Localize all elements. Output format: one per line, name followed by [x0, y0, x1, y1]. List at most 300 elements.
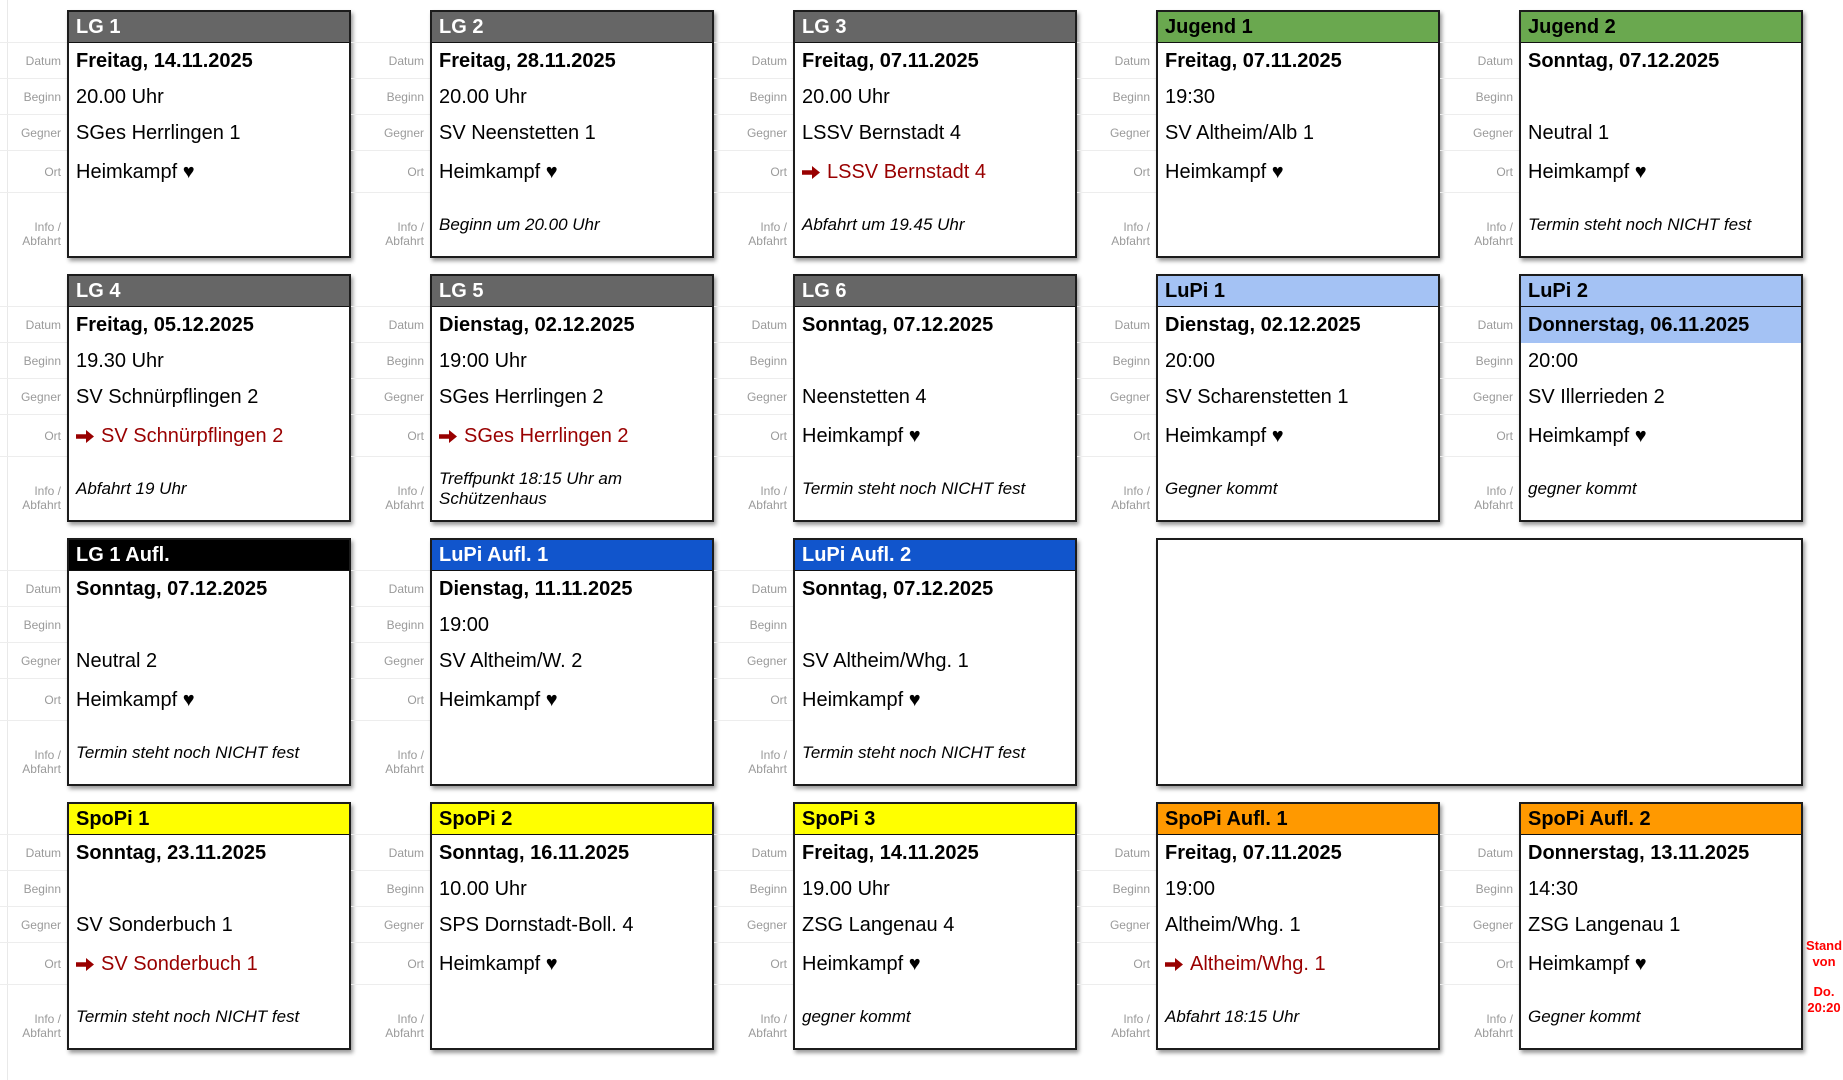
label-spacer — [714, 538, 793, 571]
team-title: LuPi Aufl. 1 — [432, 540, 712, 571]
match-location-text: SV Schnürpflingen 2 — [101, 424, 284, 447]
match-location-text: Heimkampf ♥ — [439, 160, 558, 183]
label-info-line2: Abfahrt — [748, 234, 787, 248]
match-location — [432, 679, 712, 721]
row-label-gutter — [0, 274, 67, 522]
away-arrow-icon — [1165, 958, 1183, 971]
match-card — [67, 10, 351, 258]
label-info-line2: Abfahrt — [385, 498, 424, 512]
label-gegner: Gegner — [1440, 907, 1519, 943]
label-gegner: Gegner — [351, 115, 430, 151]
label-gegner: Gegner — [351, 907, 430, 943]
label-info-abfahrt — [351, 721, 430, 786]
match-start-time: 19.30 Uhr — [76, 349, 164, 372]
label-info-line2: Abfahrt — [22, 498, 61, 512]
label-datum: Datum — [0, 307, 67, 343]
team-title: SpoPi Aufl. 1 — [1158, 804, 1438, 835]
label-info-abfahrt — [0, 985, 67, 1050]
match-date: Freitag, 28.11.2025 — [439, 49, 616, 72]
match-location — [432, 415, 712, 457]
label-gegner: Gegner — [1440, 115, 1519, 151]
match-opponent: SV Sonderbuch 1 — [76, 913, 233, 936]
label-beginn: Beginn — [1440, 343, 1519, 379]
label-ort: Ort — [0, 943, 67, 985]
match-card — [1519, 274, 1803, 522]
label-gegner: Gegner — [351, 643, 430, 679]
match-date: Freitag, 07.11.2025 — [1165, 841, 1342, 864]
label-spacer — [714, 10, 793, 43]
label-spacer — [351, 274, 430, 307]
match-start-time: 20.00 Uhr — [439, 85, 527, 108]
match-location-text: Altheim/Whg. 1 — [1190, 952, 1326, 975]
team-title: SpoPi 1 — [69, 804, 349, 835]
match-location — [795, 151, 1075, 193]
match-location — [1521, 415, 1801, 457]
label-beginn: Beginn — [0, 79, 67, 115]
match-opponent: SV Scharenstetten 1 — [1165, 385, 1349, 408]
row-label-gutter — [0, 802, 67, 1050]
label-beginn: Beginn — [351, 343, 430, 379]
label-info-line1: Info / — [34, 748, 61, 762]
team-title: LuPi Aufl. 2 — [795, 540, 1075, 571]
label-beginn: Beginn — [1077, 871, 1156, 907]
match-opponent: ZSG Langenau 4 — [802, 913, 955, 936]
match-card — [430, 802, 714, 1050]
match-date: Freitag, 14.11.2025 — [76, 49, 253, 72]
row-label-gutter — [1077, 10, 1156, 258]
match-opponent: Neutral 1 — [1528, 121, 1610, 144]
label-info-abfahrt — [0, 457, 67, 522]
label-ort: Ort — [0, 151, 67, 193]
label-info-line2: Abfahrt — [22, 1026, 61, 1040]
match-info: Termin steht noch NICHT fest — [76, 1006, 300, 1026]
row-label-gutter — [1440, 274, 1519, 522]
match-location-text: Heimkampf ♥ — [1528, 952, 1647, 975]
match-location — [69, 415, 349, 457]
match-location — [795, 943, 1075, 985]
match-start-time — [795, 607, 1075, 643]
match-location-text: Heimkampf ♥ — [802, 688, 921, 711]
label-info-abfahrt — [1440, 985, 1519, 1050]
match-card — [1156, 274, 1440, 522]
label-spacer — [0, 10, 67, 43]
match-info: Termin steht noch NICHT fest — [76, 742, 300, 762]
label-beginn: Beginn — [351, 607, 430, 643]
row-label-gutter — [0, 10, 67, 258]
match-location-text: Heimkampf ♥ — [802, 952, 921, 975]
match-start-time — [795, 343, 1075, 379]
row-label-gutter — [351, 274, 430, 522]
label-info-line2: Abfahrt — [385, 234, 424, 248]
label-datum: Datum — [1440, 307, 1519, 343]
match-card — [67, 274, 351, 522]
team-title: SpoPi Aufl. 2 — [1521, 804, 1801, 835]
match-date: Sonntag, 07.12.2025 — [802, 577, 994, 600]
match-start-time: 20:00 — [1165, 349, 1216, 372]
team-title: LG 2 — [432, 12, 712, 43]
match-info — [1158, 193, 1438, 256]
match-location — [69, 943, 349, 985]
team-title: SpoPi 3 — [795, 804, 1075, 835]
team-title: LuPi 1 — [1158, 276, 1438, 307]
label-gegner: Gegner — [714, 115, 793, 151]
label-info-line1: Info / — [1123, 1012, 1150, 1026]
label-ort: Ort — [0, 415, 67, 457]
last-updated-line: 20:20 — [1807, 1000, 1841, 1015]
label-datum: Datum — [1077, 835, 1156, 871]
label-datum: Datum — [351, 835, 430, 871]
team-title: LuPi 2 — [1521, 276, 1801, 307]
label-datum: Datum — [714, 571, 793, 607]
match-card — [67, 802, 351, 1050]
match-info: Termin steht noch NICHT fest — [1528, 214, 1752, 234]
label-beginn: Beginn — [351, 871, 430, 907]
match-location-text: Heimkampf ♥ — [1165, 160, 1284, 183]
label-datum: Datum — [714, 835, 793, 871]
label-info-line1: Info / — [760, 1012, 787, 1026]
row-label-gutter — [714, 538, 793, 786]
label-spacer — [1077, 10, 1156, 43]
label-ort: Ort — [1077, 943, 1156, 985]
team-title: LG 6 — [795, 276, 1075, 307]
match-info: Abfahrt 19 Uhr — [76, 478, 187, 498]
match-opponent: SV Schnürpflingen 2 — [76, 385, 259, 408]
label-datum: Datum — [0, 571, 67, 607]
label-gegner: Gegner — [714, 379, 793, 415]
match-start-time: 20.00 Uhr — [76, 85, 164, 108]
label-datum: Datum — [0, 43, 67, 79]
match-location — [1158, 943, 1438, 985]
label-gegner: Gegner — [351, 379, 430, 415]
empty-schedule-box — [1156, 538, 1803, 786]
match-location — [432, 943, 712, 985]
label-info-line2: Abfahrt — [385, 762, 424, 776]
match-opponent: Neutral 2 — [76, 649, 158, 672]
match-card — [1156, 802, 1440, 1050]
label-gegner: Gegner — [1077, 379, 1156, 415]
match-card — [1519, 10, 1803, 258]
row-label-gutter — [714, 274, 793, 522]
label-info-line2: Abfahrt — [385, 1026, 424, 1040]
label-datum: Datum — [1440, 835, 1519, 871]
match-location-text: Heimkampf ♥ — [439, 688, 558, 711]
label-info-abfahrt — [351, 457, 430, 522]
label-datum: Datum — [351, 307, 430, 343]
match-opponent: LSSV Bernstadt 4 — [802, 121, 961, 144]
match-start-time: 19:30 — [1165, 85, 1216, 108]
row-label-gutter — [714, 10, 793, 258]
label-info-line1: Info / — [397, 1012, 424, 1026]
match-date: Sonntag, 16.11.2025 — [439, 841, 630, 864]
label-info-abfahrt — [714, 457, 793, 522]
label-gegner: Gegner — [1077, 907, 1156, 943]
match-location-text: Heimkampf ♥ — [1528, 424, 1647, 447]
match-card — [430, 10, 714, 258]
match-date: Donnerstag, 13.11.2025 — [1528, 841, 1750, 864]
match-info: Beginn um 20.00 Uhr — [439, 214, 600, 234]
label-datum: Datum — [1077, 43, 1156, 79]
match-date: Freitag, 14.11.2025 — [802, 841, 979, 864]
label-gegner: Gegner — [0, 115, 67, 151]
team-title: Jugend 1 — [1158, 12, 1438, 43]
label-ort: Ort — [351, 151, 430, 193]
row-label-gutter — [714, 802, 793, 1050]
match-date: Sonntag, 23.11.2025 — [76, 841, 267, 864]
label-info-line1: Info / — [1123, 484, 1150, 498]
label-spacer — [351, 538, 430, 571]
team-title: LG 5 — [432, 276, 712, 307]
label-beginn: Beginn — [1440, 871, 1519, 907]
label-spacer — [714, 802, 793, 835]
label-ort: Ort — [714, 151, 793, 193]
match-location — [1158, 151, 1438, 193]
match-info: Abfahrt 18:15 Uhr — [1165, 1006, 1300, 1026]
label-info-abfahrt — [714, 985, 793, 1050]
away-arrow-icon — [802, 166, 820, 179]
label-datum: Datum — [351, 571, 430, 607]
last-updated-line: Stand — [1805, 938, 1843, 953]
match-location — [795, 679, 1075, 721]
label-ort: Ort — [351, 679, 430, 721]
match-date: Freitag, 05.12.2025 — [76, 313, 254, 336]
row-label-gutter — [351, 802, 430, 1050]
label-datum: Datum — [1440, 43, 1519, 79]
match-date: Freitag, 07.11.2025 — [802, 49, 979, 72]
row-label-gutter — [0, 538, 67, 786]
match-card — [793, 802, 1077, 1050]
match-opponent: SV Altheim/Whg. 1 — [802, 649, 969, 672]
match-date: Sonntag, 07.12.2025 — [76, 577, 268, 600]
label-info-line1: Info / — [1123, 220, 1150, 234]
match-card — [793, 538, 1077, 786]
match-date: Sonntag, 07.12.2025 — [802, 313, 994, 336]
match-location — [795, 415, 1075, 457]
label-info-line2: Abfahrt — [22, 762, 61, 776]
match-start-time: 19:00 Uhr — [439, 349, 527, 372]
match-opponent: SV Illerrieden 2 — [1528, 385, 1665, 408]
label-ort: Ort — [0, 679, 67, 721]
label-ort: Ort — [1440, 151, 1519, 193]
label-info-line1: Info / — [34, 1012, 61, 1026]
match-date: Dienstag, 02.12.2025 — [1165, 313, 1361, 336]
match-date: Dienstag, 02.12.2025 — [439, 313, 635, 336]
label-spacer — [351, 10, 430, 43]
label-info-abfahrt — [0, 721, 67, 786]
label-info-abfahrt — [1077, 457, 1156, 522]
label-spacer — [0, 274, 67, 307]
row-label-gutter — [1077, 274, 1156, 522]
match-location — [69, 151, 349, 193]
match-start-time: 10.00 Uhr — [439, 877, 527, 900]
label-gegner: Gegner — [0, 379, 67, 415]
team-title: LG 1 Aufl. — [69, 540, 349, 571]
label-info-line1: Info / — [760, 484, 787, 498]
match-info — [69, 193, 349, 256]
label-ort: Ort — [351, 943, 430, 985]
match-start-time: 20:00 — [1528, 349, 1579, 372]
label-info-abfahrt — [351, 193, 430, 258]
match-card — [793, 10, 1077, 258]
label-datum: Datum — [351, 43, 430, 79]
label-ort: Ort — [351, 415, 430, 457]
label-ort: Ort — [1077, 415, 1156, 457]
label-info-abfahrt — [1440, 457, 1519, 522]
team-title: Jugend 2 — [1521, 12, 1801, 43]
label-ort: Ort — [714, 943, 793, 985]
label-spacer — [1077, 802, 1156, 835]
match-start-time: 19.00 Uhr — [802, 877, 890, 900]
label-ort: Ort — [1077, 151, 1156, 193]
match-date: Donnerstag, 06.11.2025 — [1521, 307, 1801, 343]
label-info-line2: Abfahrt — [22, 234, 61, 248]
label-info-line2: Abfahrt — [1474, 1026, 1513, 1040]
label-spacer — [1440, 802, 1519, 835]
label-gegner: Gegner — [0, 643, 67, 679]
match-location — [1521, 943, 1801, 985]
label-info-line2: Abfahrt — [1474, 234, 1513, 248]
label-gegner: Gegner — [1077, 115, 1156, 151]
label-ort: Ort — [714, 415, 793, 457]
match-location — [432, 151, 712, 193]
label-info-line2: Abfahrt — [1474, 498, 1513, 512]
label-beginn: Beginn — [1077, 79, 1156, 115]
label-spacer — [1077, 274, 1156, 307]
label-spacer — [0, 538, 67, 571]
label-gegner: Gegner — [1440, 379, 1519, 415]
match-opponent: SGes Herrlingen 2 — [439, 385, 604, 408]
label-info-line1: Info / — [34, 220, 61, 234]
match-info — [432, 985, 712, 1048]
match-date: Sonntag, 07.12.2025 — [1528, 49, 1720, 72]
match-location-text: Heimkampf ♥ — [439, 952, 558, 975]
label-beginn: Beginn — [714, 343, 793, 379]
match-info: gegner kommt — [1528, 478, 1637, 498]
label-ort: Ort — [1440, 943, 1519, 985]
label-info-abfahrt — [351, 985, 430, 1050]
label-ort: Ort — [1440, 415, 1519, 457]
label-info-line1: Info / — [1486, 1012, 1513, 1026]
match-opponent: SV Altheim/Alb 1 — [1165, 121, 1314, 144]
label-info-line2: Abfahrt — [748, 1026, 787, 1040]
match-start-time: 19:00 — [1165, 877, 1216, 900]
label-datum: Datum — [714, 307, 793, 343]
match-opponent: SV Altheim/W. 2 — [439, 649, 583, 672]
row-label-gutter — [351, 10, 430, 258]
match-date: Dienstag, 11.11.2025 — [439, 577, 633, 600]
label-info-line1: Info / — [397, 220, 424, 234]
label-spacer — [714, 274, 793, 307]
label-info-line2: Abfahrt — [748, 498, 787, 512]
label-spacer — [1440, 274, 1519, 307]
label-spacer — [0, 802, 67, 835]
row-label-gutter — [1440, 10, 1519, 258]
label-info-abfahrt — [714, 193, 793, 258]
match-opponent: Neenstetten 4 — [802, 385, 927, 408]
match-location-text: SGes Herrlingen 2 — [464, 424, 629, 447]
match-info: Treffpunkt 18:15 Uhr am Schützenhaus — [439, 468, 622, 508]
row-label-gutter — [1440, 802, 1519, 1050]
away-arrow-icon — [76, 958, 94, 971]
label-datum: Datum — [1077, 307, 1156, 343]
team-title: LG 1 — [69, 12, 349, 43]
match-start-time — [69, 607, 349, 643]
match-info — [432, 721, 712, 784]
match-info: Termin steht noch NICHT fest — [802, 478, 1026, 498]
label-beginn: Beginn — [1077, 343, 1156, 379]
away-arrow-icon — [76, 430, 94, 443]
label-beginn: Beginn — [714, 871, 793, 907]
away-arrow-icon — [439, 430, 457, 443]
label-datum: Datum — [714, 43, 793, 79]
match-location-text: Heimkampf ♥ — [76, 688, 195, 711]
label-info-line2: Abfahrt — [748, 762, 787, 776]
match-location-text: SV Sonderbuch 1 — [101, 952, 258, 975]
match-info: gegner kommt — [802, 1006, 911, 1026]
label-info-abfahrt — [1440, 193, 1519, 258]
label-datum: Datum — [0, 835, 67, 871]
label-info-line1: Info / — [34, 484, 61, 498]
row-label-gutter — [351, 538, 430, 786]
label-info-abfahrt — [1077, 985, 1156, 1050]
label-info-abfahrt — [714, 721, 793, 786]
label-info-abfahrt — [0, 193, 67, 258]
match-location — [1158, 415, 1438, 457]
last-updated-note — [1805, 938, 1843, 1016]
match-card — [430, 274, 714, 522]
label-beginn: Beginn — [0, 343, 67, 379]
match-location-text: Heimkampf ♥ — [1528, 160, 1647, 183]
match-location-text: Heimkampf ♥ — [802, 424, 921, 447]
match-card — [67, 538, 351, 786]
label-beginn: Beginn — [714, 607, 793, 643]
label-beginn: Beginn — [0, 871, 67, 907]
match-start-time — [69, 871, 349, 907]
label-gegner: Gegner — [0, 907, 67, 943]
match-card — [1519, 802, 1803, 1050]
label-info-line1: Info / — [1486, 484, 1513, 498]
label-beginn: Beginn — [1440, 79, 1519, 115]
match-location-text: LSSV Bernstadt 4 — [827, 160, 986, 183]
match-info: Gegner kommt — [1165, 478, 1278, 498]
label-gegner: Gegner — [714, 907, 793, 943]
match-location — [69, 679, 349, 721]
match-opponent: Altheim/Whg. 1 — [1165, 913, 1301, 936]
match-opponent: SGes Herrlingen 1 — [76, 121, 241, 144]
label-info-line2: Abfahrt — [1111, 498, 1150, 512]
label-info-abfahrt — [1077, 193, 1156, 258]
last-updated-line: Do. — [1813, 984, 1835, 999]
label-info-line1: Info / — [760, 748, 787, 762]
match-opponent: SPS Dornstadt-Boll. 4 — [439, 913, 634, 936]
match-info: Abfahrt um 19.45 Uhr — [802, 214, 965, 234]
match-location — [1521, 151, 1801, 193]
match-date: Freitag, 07.11.2025 — [1165, 49, 1342, 72]
label-info-line1: Info / — [1486, 220, 1513, 234]
label-beginn: Beginn — [0, 607, 67, 643]
label-info-line1: Info / — [397, 748, 424, 762]
match-start-time: 19:00 — [439, 613, 490, 636]
team-title: SpoPi 2 — [432, 804, 712, 835]
match-location-text: Heimkampf ♥ — [76, 160, 195, 183]
match-card — [1156, 10, 1440, 258]
label-info-line1: Info / — [760, 220, 787, 234]
label-beginn: Beginn — [351, 79, 430, 115]
match-start-time: 14:30 — [1528, 877, 1579, 900]
match-info: Termin steht noch NICHT fest — [802, 742, 1026, 762]
label-info-line1: Info / — [397, 484, 424, 498]
match-card — [793, 274, 1077, 522]
match-opponent: SV Neenstetten 1 — [439, 121, 596, 144]
